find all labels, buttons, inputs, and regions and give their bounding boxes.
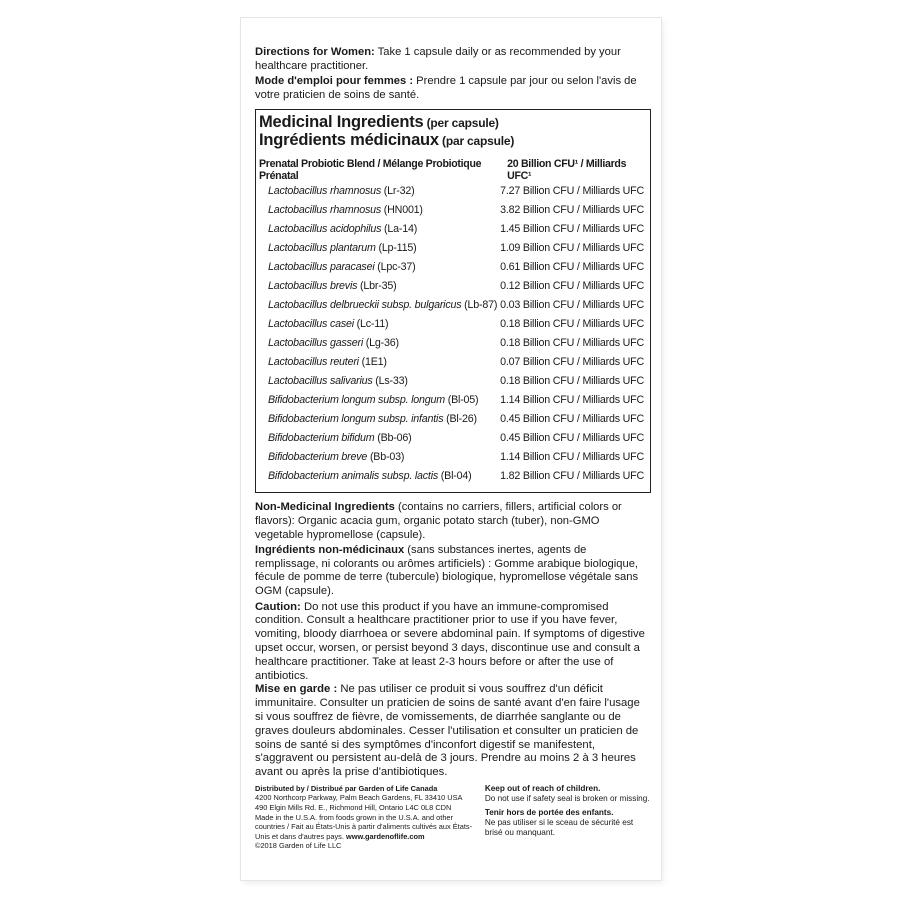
ingredient-name [259,372,408,391]
ingredient-name [259,448,404,467]
ingredient-amount: 0.61 Billion CFU / Milliards UFC [500,261,644,274]
ingredient-name [259,239,416,258]
directions-section [255,46,651,102]
directions-en-text: Take 1 capsule daily or as recommended by your healthcare practitioner. [255,46,621,72]
caution-en-label: Caution: [255,600,301,613]
ingredient-strain: (Lc-11) [353,318,389,331]
ingredient-name [259,258,415,277]
ingredient-row [259,448,644,467]
ingredient-row [259,391,644,410]
ingredient-species: Lactobacillus rhamnosus [268,204,382,217]
non-medicinal-fr [255,544,651,598]
medicinal-title-en-main: Medicinal Ingredients [259,113,424,132]
safety-info [480,784,651,851]
seal-en: Do not use if safety seal is broken or missing. [484,793,650,803]
ingredient-species: Lactobacillus delbrueckii subsp. bulgaricus [268,299,462,312]
ingredient-amount: 0.03 Billion CFU / Milliards UFC [500,299,644,312]
directions-fr-label: Mode d'emploi pour femmes : [255,75,414,88]
ingredient-strain: (Bl-26) [443,413,477,426]
ingredient-amount: 1.09 Billion CFU / Milliards UFC [500,242,644,255]
ingredient-species: Lactobacillus rhamnosus [268,185,382,198]
ingredient-species: Lactobacillus reuteri [268,356,359,369]
ingredient-name [259,201,423,220]
ingredient-strain: (1E1) [358,356,387,369]
ingredient-amount: 3.82 Billion CFU / Milliards UFC [500,204,644,217]
non-medicinal-en [255,501,651,542]
medicinal-title-fr [259,132,644,150]
ingredient-strain: (Lr-32) [381,185,415,198]
non-medicinal-fr-text: (sans substances inertes, agents de remplissage, ni colorants ou arômes artificiels) : Gomme arabique biologique, fécule de pomme de terre (tubercule) biologique, hypromellose végétale sans OGM (capsule). [255,544,639,597]
medicinal-title-fr-main: Ingrédients médicinaux [259,131,439,150]
ingredient-strain: (Bl-04) [438,470,472,483]
ingredient-species: Bifidobacterium longum subsp. infantis [268,413,444,426]
ingredient-name [259,220,417,239]
medicinal-ingredients-box [255,109,651,493]
address-canada: 490 Elgin Mills Rd. E., Richmond Hill, Ontario L4C 0L8 CDN [255,803,452,813]
ingredient-name [259,353,387,372]
safety-fr [485,808,651,837]
blend-header-row [259,158,644,182]
ingredient-row [259,277,644,296]
caution-fr [255,683,651,780]
ingredient-name [259,429,412,448]
blend-amount: 20 Billion CFU¹ / Milliards UFC¹ [507,158,627,183]
ingredient-amount: 0.18 Billion CFU / Milliards UFC [500,375,644,388]
ingredient-name [259,277,396,296]
ingredient-row [259,258,644,277]
non-medicinal-fr-label: Ingrédients non-médicinaux [255,544,405,557]
directions-women-fr [255,75,651,102]
ingredient-species: Lactobacillus casei [268,318,354,331]
ingredient-amount: 7.27 Billion CFU / Milliards UFC [500,185,644,198]
blend-name: Prenatal Probiotic Blend / Mélange Probiotique Prénatal [259,158,482,183]
caution-section [255,601,651,780]
ingredient-row [259,467,644,486]
ingredient-list [259,182,644,486]
ingredient-row [259,410,644,429]
non-medicinal-section [255,501,651,598]
ingredient-strain: (Bb-03) [367,451,405,464]
medicinal-title-en-sub: (per capsule) [423,116,499,131]
ingredient-row [259,372,644,391]
medicinal-title-en [259,114,644,132]
caution-en-text: Do not use this product if you have an immune-compromised condition. Consult a healthcare practitioner prior to use if you have fever, vomiting, bloody diarrhoea or severe abdominal pain. If symptoms of digestive upset occur, worsen, or persist beyond 3 days, discontinue use and consult a healthcare practitioner. Take at least 2-3 hours before or after the use of antibiotics. [255,600,645,682]
ingredient-row [259,315,644,334]
ingredient-species: Bifidobacterium animalis subsp. lactis [268,470,439,483]
ingredient-row [259,201,644,220]
made-in-statement [255,813,480,842]
ingredient-species: Lactobacillus salivarius [268,375,373,388]
ingredient-amount: 1.45 Billion CFU / Milliards UFC [500,223,644,236]
address-us: 4200 Northcorp Parkway, Palm Beach Gardens, FL 33410 USA [255,793,463,803]
ingredient-row [259,296,644,315]
medicinal-title-fr-sub: (par capsule) [438,134,515,149]
non-medicinal-en-label: Non-Medicinal Ingredients [255,501,395,514]
ingredient-row [259,334,644,353]
ingredient-name [259,315,388,334]
ingredient-row [259,182,644,201]
ingredient-amount: 0.18 Billion CFU / Milliards UFC [500,337,644,350]
ingredient-amount: 1.14 Billion CFU / Milliards UFC [500,394,644,407]
ingredient-strain: (HN001) [381,204,423,217]
ingredient-amount: 0.07 Billion CFU / Milliards UFC [500,356,644,369]
safety-en [485,784,651,804]
label-footer [255,784,651,851]
ingredient-amount: 0.12 Billion CFU / Milliards UFC [500,280,644,293]
directions-fr-text: Prendre 1 capsule par jour ou selon l'avis de votre praticien de soins de santé. [255,75,637,101]
ingredient-species: Bifidobacterium bifidum [268,432,375,445]
keep-out-en: Keep out of reach of children. [484,783,601,793]
ingredient-species: Lactobacillus plantarum [268,242,376,255]
ingredient-strain: (Lp-115) [375,242,417,255]
ingredient-species: Lactobacillus acidophilus [268,223,382,236]
directions-women-en [255,46,651,73]
ingredient-name [259,296,497,315]
label-content [255,46,651,851]
keep-out-fr: Tenir hors de portée des enfants. [484,808,614,818]
ingredient-amount: 1.14 Billion CFU / Milliards UFC [500,451,644,464]
ingredient-row [259,239,644,258]
ingredient-species: Lactobacillus paracasei [268,261,375,274]
made-in-text: Made in the U.S.A. from foods grown in the U.S.A. and other countries / Fait au États-Unis à partir d'aliments cultivés aux États-Unis et dans d'autres pays. [255,812,473,841]
ingredient-name [259,334,399,353]
ingredient-strain: (La-14) [381,223,418,236]
caution-fr-label: Mise en garde : [255,683,338,696]
ingredient-species: Lactobacillus gasseri [268,337,364,350]
ingredient-row [259,220,644,239]
ingredient-name [259,182,414,201]
non-medicinal-en-text: (contains no carriers, fillers, artificial colors or flavors): Organic acacia gum, organic potato starch (tuber), non-GMO vegetable hypromellose (capsule). [255,501,622,541]
ingredient-amount: 0.18 Billion CFU / Milliards UFC [500,318,644,331]
ingredient-strain: (Lbr-35) [357,280,397,293]
ingredient-strain: (Lpc-37) [374,261,416,274]
distributed-by [255,784,480,794]
ingredient-amount: 0.45 Billion CFU / Milliards UFC [500,432,644,445]
ingredient-strain: (Bl-05) [444,394,479,407]
ingredient-amount: 1.82 Billion CFU / Milliards UFC [500,470,644,483]
ingredient-name [259,410,477,429]
ingredient-strain: (Lb-87) [461,299,498,312]
caution-en [255,601,651,684]
ingredient-strain: (Lg-36) [363,337,399,350]
caution-fr-text: Ne pas utiliser ce produit si vous souffrez d'un déficit immunitaire. Consulter un praticien de soins de santé avant d'en faire l'usage si vous souffrez de fièvre, de vomissements, de diarrhée sanglante ou de graves douleurs abdominales. Cesser l'utilisation et consulter un praticien de soins de santé si des symptômes d'inconfort digestif se manifestent, s'aggravent ou persistent au-delà de 3 jours. Prendre au moins 2 à 3 heures avant ou après la prise d'antibiotiques. [255,683,640,779]
ingredient-species: Bifidobacterium breve [268,451,368,464]
distributed-by-label: Distributed by / Distribué par Garden of Life Canada [255,783,438,793]
distributor-info [255,784,480,851]
seal-fr: Ne pas utiliser si le sceau de sécurité est brisé ou manquant. [484,818,634,838]
ingredient-amount: 0.45 Billion CFU / Milliards UFC [500,413,644,426]
copyright: ©2018 Garden of Life LLC [255,841,342,851]
website-link[interactable]: www.gardenoflife.com [345,831,425,841]
directions-en-label: Directions for Women: [255,46,375,58]
ingredient-row [259,429,644,448]
ingredient-name [259,391,478,410]
ingredient-species: Bifidobacterium longum subsp. longum [268,394,445,407]
ingredient-strain: (Ls-33) [372,375,408,388]
ingredient-species: Lactobacillus brevis [268,280,358,293]
ingredient-strain: (Bb-06) [374,432,412,445]
ingredient-row [259,353,644,372]
ingredient-name [259,467,471,486]
